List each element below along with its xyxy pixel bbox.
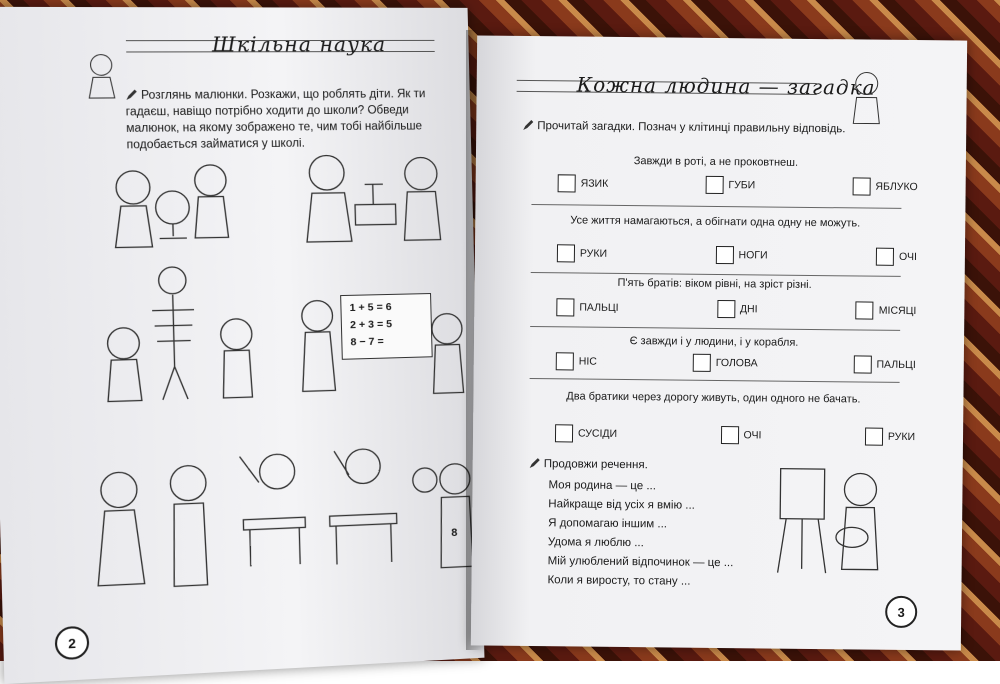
pencil-icon xyxy=(125,90,137,101)
answer-option[interactable]: ГОЛОВА xyxy=(693,354,758,373)
answer-checkbox[interactable] xyxy=(852,177,870,195)
answer-option[interactable]: ПАЛЬЦІ xyxy=(556,298,618,317)
kids-science-lab-illustration xyxy=(290,143,455,251)
kids-at-chalkboard-illustration xyxy=(294,288,474,404)
answer-option[interactable]: РУКИ xyxy=(557,244,607,263)
answer-checkbox[interactable] xyxy=(705,176,723,194)
kids-raising-hands-at-desks-illustration xyxy=(231,441,408,580)
divider xyxy=(531,204,901,209)
riddle-text: Є завжди і у людини, і у корабля. xyxy=(629,335,799,349)
answer-checkbox[interactable] xyxy=(853,355,871,373)
answer-checkbox[interactable] xyxy=(556,352,574,370)
answer-checkbox[interactable] xyxy=(557,244,575,262)
board-line: 1 + 5 = 6 xyxy=(349,300,392,315)
page-number-right: 3 xyxy=(885,596,917,628)
pencil-icon xyxy=(522,120,533,131)
continue-instruction xyxy=(529,456,648,473)
riddle-options xyxy=(555,424,915,446)
riddles-instruction-text: Прочитай загадки. Познач у клітинці правильну відповідь. xyxy=(537,120,846,136)
sentence-prompt: Мій улюблений відпочинок — це ... xyxy=(547,555,734,570)
riddle-text: П'ять братів: віком рівні, на зріст різні. xyxy=(617,276,812,291)
sentence-prompt: Удома я люблю ... xyxy=(547,536,644,550)
answer-option[interactable]: НОГИ xyxy=(715,246,767,265)
boy-painting-at-easel-illustration xyxy=(772,459,893,580)
right-page-title: Кожна людина — загадка xyxy=(576,72,876,100)
answer-checkbox[interactable] xyxy=(715,246,733,264)
answer-checkbox[interactable] xyxy=(720,426,738,444)
answer-option[interactable]: РУКИ xyxy=(865,428,915,447)
pencil-icon xyxy=(529,458,540,469)
riddle-text: Усе життя намагаються, а обігнати одна одну не можуть. xyxy=(570,214,861,230)
divider xyxy=(530,378,900,383)
answer-option[interactable]: НІС xyxy=(556,352,597,370)
page-number-left: 2 xyxy=(55,626,90,661)
divider xyxy=(530,326,900,331)
answer-checkbox[interactable] xyxy=(865,428,883,446)
riddle-options xyxy=(556,298,916,320)
answer-checkbox[interactable] xyxy=(555,424,573,442)
kids-skeleton-model-illustration xyxy=(90,262,272,410)
riddle-text: Два братики через дорогу живуть, один одного не бачать. xyxy=(566,390,861,406)
answer-option[interactable]: ОЧІ xyxy=(720,426,761,444)
answer-checkbox[interactable] xyxy=(717,300,735,318)
sentence-list xyxy=(547,476,734,592)
answer-checkbox[interactable] xyxy=(693,354,711,372)
riddle-text: Завжди в роті, а не проковтнеш. xyxy=(633,155,799,169)
sentence-prompt: Найкраще від усіх я вмію ... xyxy=(548,498,695,512)
answer-option[interactable]: ДНІ xyxy=(717,300,758,318)
answer-option[interactable]: ГУБИ xyxy=(705,176,755,195)
kids-with-globe-illustration xyxy=(92,155,241,255)
kids-holding-hands-illustration xyxy=(84,457,224,596)
left-page-title: Шкільна наука xyxy=(211,31,387,57)
answer-option[interactable]: МІСЯЦІ xyxy=(856,301,917,320)
right-page xyxy=(471,35,967,650)
continue-instruction-text: Продовжи речення. xyxy=(543,458,648,472)
answer-option[interactable]: СУСІДИ xyxy=(555,424,617,443)
left-page xyxy=(0,7,484,684)
girl-mascot-illustration xyxy=(82,50,122,100)
answer-checkbox[interactable] xyxy=(558,174,576,192)
board-line: 8 − 7 = xyxy=(350,335,384,349)
answer-checkbox[interactable] xyxy=(876,248,894,266)
answer-option[interactable]: ЯБЛУКО xyxy=(852,177,917,196)
sentence-prompt: Я допомагаю іншим ... xyxy=(548,517,668,531)
sentence-prompt: Моя родина — це ... xyxy=(548,479,657,493)
board-line: 2 + 3 = 5 xyxy=(349,318,393,332)
riddles-instruction xyxy=(522,118,902,138)
answer-checkbox[interactable] xyxy=(856,301,874,319)
answer-option[interactable]: ЯЗИК xyxy=(558,174,609,193)
riddle-options xyxy=(558,174,918,196)
riddle-options xyxy=(557,244,917,266)
answer-checkbox[interactable] xyxy=(556,298,574,316)
answer-option[interactable]: ОЧІ xyxy=(876,248,917,266)
sentence-prompt: Коли я виросту, то стану ... xyxy=(547,574,691,588)
answer-option[interactable]: ПАЛЬЦІ xyxy=(853,355,915,374)
jersey-number: 8 xyxy=(451,526,458,540)
boy-mascot-illustration xyxy=(846,69,887,125)
riddle-options xyxy=(556,352,916,374)
left-instruction-text: Розглянь малюнки. Розкажи, що роблять діти. Як ти гадаєш, навіщо потрібно ходити до школи? Обведи малюнок, на якому зображено те, чим тобі найбільше подобається займатися у школі. xyxy=(125,88,426,152)
